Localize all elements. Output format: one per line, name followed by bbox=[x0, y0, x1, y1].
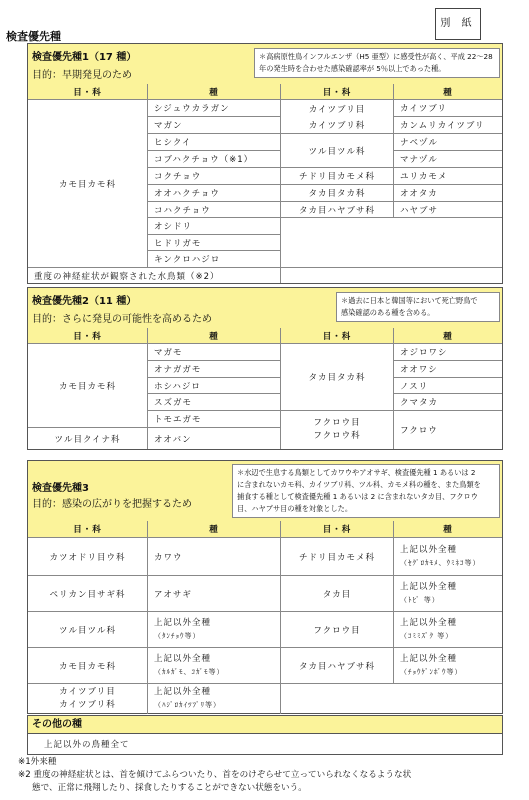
footnote-2: ※2 重度の神経症状とは、首を傾けてふらついたり、首をのけぞらせて立っていられなくなるような状 態で、正常に飛翔したり、採食したりすることができない状態をいう。 bbox=[18, 770, 412, 793]
priority-3-section bbox=[27, 460, 503, 714]
species-cell: マガモ bbox=[148, 344, 281, 361]
col-header-order: 目・科 bbox=[281, 84, 394, 100]
order-cell: ツル目ツル科 bbox=[28, 612, 148, 648]
col-header-species: 種 bbox=[148, 84, 281, 100]
col-header-order: 目・科 bbox=[28, 328, 148, 344]
species-cell: クマタカ bbox=[394, 394, 502, 411]
empty-cell bbox=[281, 218, 502, 268]
priority-1-header bbox=[28, 44, 502, 85]
footnote-1: ※1外来種 bbox=[18, 757, 57, 767]
other-species-section bbox=[27, 715, 503, 755]
species-cell: コハクチョウ bbox=[148, 202, 281, 218]
species-cell: オオハクチョウ bbox=[148, 185, 281, 202]
species-cell: コクチョウ bbox=[148, 168, 281, 185]
species-cell: オシドリ bbox=[148, 218, 281, 235]
footer-row: 重度の神経症状が観察された水鳥類（※2） bbox=[28, 268, 281, 283]
priority-1-note: ＊高病原性鳥インフルエンザ（H5 亜型）に感受性が高く、平成 22～28 年の発生時を合わせた感染確認率が 5％以上であった種。 bbox=[254, 48, 500, 78]
order-cell: チドリ目カモメ科 bbox=[281, 538, 394, 576]
col-header-species: 種 bbox=[148, 328, 281, 344]
priority-2-header bbox=[28, 288, 502, 329]
species-cell: オオバン bbox=[148, 428, 281, 449]
order-cell: カツオドリ目ウ科 bbox=[28, 538, 148, 576]
order-cell: カイツブリ目 bbox=[281, 100, 394, 117]
col-header-species: 種 bbox=[394, 328, 502, 344]
order-cell: フクロウ目 bbox=[281, 612, 394, 648]
col-header-species: 種 bbox=[148, 521, 281, 538]
order-cell: チドリ目カモメ科 bbox=[281, 168, 394, 185]
priority-1-title: 検査優先種1（17 種） bbox=[32, 52, 137, 63]
order-cell: タカ目ハヤブサ科 bbox=[281, 202, 394, 218]
priority-3-title: 検査優先種3 bbox=[32, 483, 89, 494]
species-cell: キンクロハジロ bbox=[148, 251, 281, 268]
species-cell: ヒドリガモ bbox=[148, 235, 281, 251]
order-cell: カイツブリ目 カイツブリ科 bbox=[28, 684, 148, 714]
species-cell: 上記以外全種 （ｺﾐﾐｽﾞｸ 等） bbox=[394, 612, 502, 648]
order-cell: フクロウ目 フクロウ科 bbox=[281, 411, 394, 449]
order-cell: ツル目クイナ科 bbox=[28, 428, 148, 449]
order-cell: タカ目ハヤブサ科 bbox=[281, 648, 394, 684]
species-cell: 上記以外全種 （ｾｸﾞﾛｶﾓﾒ、ｳﾐﾈｺ等） bbox=[394, 538, 502, 576]
appendix-label: 別 紙 bbox=[435, 8, 481, 40]
other-species-title: その他の種 bbox=[28, 716, 502, 734]
order-cell: タカ目タカ科 bbox=[281, 185, 394, 202]
species-cell: 上記以外全種 （ﾊｼﾞﾛｶｲﾂﾌﾞﾘ等） bbox=[148, 684, 281, 714]
col-header-species: 種 bbox=[394, 521, 502, 538]
order-cell: タカ目 bbox=[281, 576, 394, 612]
species-cell: ハヤブサ bbox=[394, 202, 502, 218]
col-header-order: 目・科 bbox=[281, 521, 394, 538]
species-cell: マガン bbox=[148, 117, 281, 134]
priority-2-section bbox=[27, 287, 503, 450]
species-cell: ホシハジロ bbox=[148, 378, 281, 394]
col-header-species: 種 bbox=[394, 84, 502, 100]
species-cell: 上記以外全種 （ﾁｮｳｹﾞﾝﾎﾞｳ等） bbox=[394, 648, 502, 684]
order-cell: カイツブリ科 bbox=[281, 117, 394, 134]
species-cell: コブハクチョウ（※1） bbox=[148, 151, 281, 168]
species-cell: オジロワシ bbox=[394, 344, 502, 361]
priority-3-note: ＊水辺で生息する鳥類としてカワウやアオサギ、検査優先種 1 あるいは 2 に含まれないカモ科、カイツブリ科、ツル科、カモメ科の種を、また鳥類を 捕食する種として検査優先種 1 あるいは 2 に含まれないタカ目、フクロウ 目、ハヤブサ目の種を対象とした。 bbox=[232, 464, 500, 518]
priority-3-purpose: 目的：感染の広がりを把握するため bbox=[32, 499, 192, 510]
priority-2-note: ＊過去に日本と韓国等において死亡野鳥で 感染確認のある種を含める。 bbox=[336, 292, 500, 322]
order-cell: カモ目カモ科 bbox=[28, 100, 148, 268]
species-cell: マナヅル bbox=[394, 151, 502, 168]
order-cell: ペリカン目サギ科 bbox=[28, 576, 148, 612]
species-cell: オナガガモ bbox=[148, 361, 281, 378]
col-header-order: 目・科 bbox=[28, 521, 148, 538]
species-cell: フクロウ bbox=[400, 426, 438, 436]
species-cell: カイツブリ bbox=[394, 100, 502, 117]
species-cell: カンムリカイツブリ bbox=[394, 117, 502, 134]
priority-1-purpose: 目的：早期発見のため bbox=[32, 70, 132, 81]
species-cell: ノスリ bbox=[394, 378, 502, 394]
species-cell: 上記以外全種 （ﾄﾋﾞ 等） bbox=[394, 576, 502, 612]
order-cell: カモ目カモ科 bbox=[28, 344, 148, 428]
priority-2-purpose: 目的：さらに発見の可能性を高めるため bbox=[32, 314, 212, 325]
order-cell: タカ目タカ科 bbox=[281, 344, 394, 411]
species-cell: ナベヅル bbox=[394, 134, 502, 151]
species-cell: スズガモ bbox=[148, 394, 281, 411]
col-header-order: 目・科 bbox=[28, 84, 148, 100]
other-species-row: 上記以外の鳥種全て bbox=[44, 740, 130, 750]
col-header-order: 目・科 bbox=[281, 328, 394, 344]
species-cell: シジュウカラガン bbox=[148, 100, 281, 117]
order-cell: ツル目ツル科 bbox=[281, 134, 394, 168]
species-cell: トモエガモ bbox=[148, 411, 281, 428]
species-cell: ヒシクイ bbox=[148, 134, 281, 151]
empty-cell bbox=[281, 684, 502, 714]
priority-2-title: 検査優先種2（11 種） bbox=[32, 296, 137, 307]
species-cell: 上記以外全種 （ﾀﾝﾁｮｳ等） bbox=[148, 612, 281, 648]
species-cell: オオタカ bbox=[394, 185, 502, 202]
species-cell: 上記以外全種 （ｶﾙｶﾞﾓ、ｺｶﾞﾓ等） bbox=[148, 648, 281, 684]
priority-3-header bbox=[28, 461, 502, 522]
page-title: 検査優先種 bbox=[6, 30, 61, 43]
order-cell: カモ目カモ科 bbox=[28, 648, 148, 684]
species-cell: アオサギ bbox=[148, 576, 281, 612]
species-cell: オオワシ bbox=[394, 361, 502, 378]
priority-1-section bbox=[27, 43, 503, 284]
species-cell: カワウ bbox=[148, 538, 281, 576]
species-cell: ユリカモメ bbox=[394, 168, 502, 185]
